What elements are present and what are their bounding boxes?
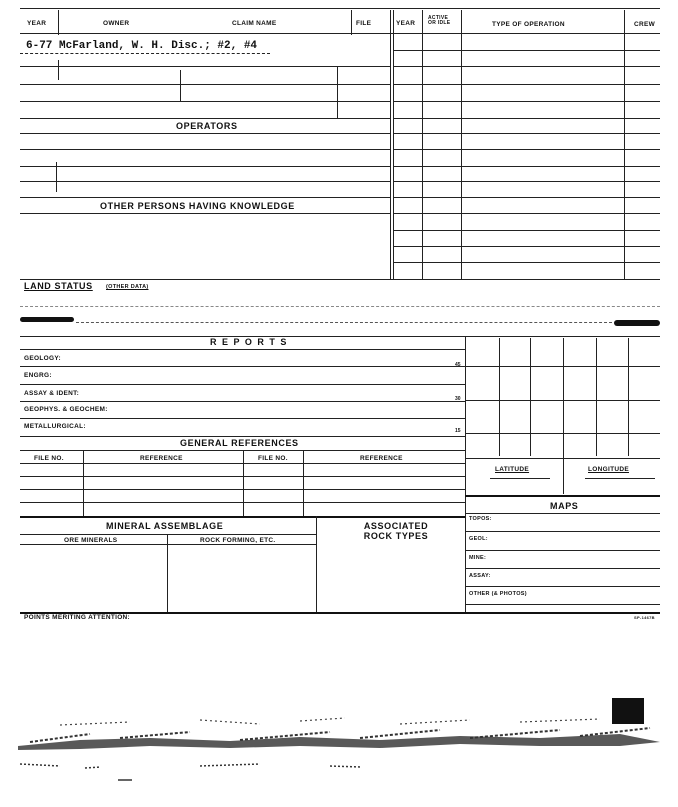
right-row-line (393, 101, 660, 102)
reports-line (20, 384, 465, 385)
mineral-divider (167, 534, 168, 612)
right-row-line (393, 246, 660, 247)
grid-line (465, 433, 660, 434)
engrg-label: ENGRG: (24, 372, 52, 379)
grid-line (596, 338, 597, 456)
other-photos-label: OTHER (& PHOTOS) (469, 591, 527, 597)
owner-entry-text: 6-77 McFarland, W. H. Disc.; #2, #4 (26, 40, 258, 52)
scan-smear (20, 317, 74, 322)
row-line (20, 149, 390, 150)
topos-label: TOPOS: (469, 516, 492, 522)
geol-label: GEOL: (469, 536, 488, 542)
right-row-line (393, 149, 660, 150)
mineral-line (20, 534, 316, 535)
latitude-label: LATITUDE (495, 466, 530, 473)
metallurgical-label: METALLURGICAL: (24, 423, 86, 430)
other-persons-heading: OTHER PERSONS HAVING KNOWLEDGE (100, 201, 295, 211)
maps-line (465, 604, 660, 605)
row-divider (180, 70, 181, 102)
reports-right-divider (465, 336, 466, 614)
assay-ident-label: ASSAY & IDENT: (24, 390, 80, 397)
file-no-header-2: FILE NO. (258, 455, 288, 462)
maps-line (465, 531, 660, 532)
references-top (20, 436, 465, 437)
type-of-operation-header: TYPE OF OPERATION (492, 21, 565, 28)
reports-heading: R E P O R T S (210, 337, 288, 347)
tick-30: 30 (455, 396, 461, 402)
longitude-label: LONGITUDE (588, 466, 629, 473)
right-row-line (393, 118, 660, 119)
crew-header: CREW (634, 21, 656, 28)
land-status-line (76, 322, 612, 323)
right-row-line (393, 213, 660, 214)
row-line (20, 66, 390, 67)
left-right-divider (390, 10, 391, 280)
references-divider (303, 450, 304, 516)
land-status-line (20, 306, 660, 307)
mine-label: MINE: (469, 555, 487, 561)
file-header: FILE (356, 20, 372, 27)
reports-top-border (20, 336, 660, 337)
active-or-idle-header: ACTIVE OR IDLE (428, 15, 451, 26)
maps-line (465, 513, 660, 514)
reports-line (20, 418, 465, 419)
row-divider (337, 66, 338, 118)
grid-line (530, 338, 531, 456)
claim-name-header: CLAIM NAME (232, 20, 277, 27)
row-line (20, 166, 390, 167)
reports-line (20, 349, 465, 350)
points-meriting-attention-label: POINTS MERITING ATTENTION: (24, 614, 131, 621)
maps-line (465, 586, 660, 587)
operators-heading: OPERATORS (176, 121, 238, 131)
maps-heading: MAPS (550, 501, 579, 511)
grid-line (465, 366, 660, 367)
top-section-bottom (20, 279, 660, 280)
row-divider (58, 60, 59, 80)
row-line (20, 118, 390, 119)
right-row-line (393, 50, 660, 51)
right-row-line (393, 66, 660, 67)
entry-underline (20, 53, 270, 54)
mineral-top (20, 516, 465, 518)
year-col-divider (58, 10, 59, 35)
references-divider (243, 450, 244, 516)
grid-line (465, 400, 660, 401)
right-row-line (393, 84, 660, 85)
owner-header: OWNER (103, 20, 130, 27)
mineral-assemblage-heading: MINERAL ASSEMBLAGE (106, 521, 224, 531)
right-row-line (393, 133, 660, 134)
grid-line (628, 338, 629, 456)
grid-line (563, 338, 564, 494)
form-number: SP-1467B (634, 615, 655, 620)
tick-15: 15 (455, 428, 461, 434)
mineral-divider (316, 516, 317, 612)
row-line (20, 133, 390, 134)
year-header: YEAR (27, 20, 47, 27)
file-no-header-1: FILE NO. (34, 455, 64, 462)
grid-line (499, 338, 500, 456)
rock-forming-header: ROCK FORMING, ETC. (200, 537, 276, 544)
row-line (20, 197, 390, 198)
tick-45: 45 (455, 362, 461, 368)
grid-line (465, 458, 660, 459)
longitude-underline (585, 478, 655, 479)
row-divider (56, 162, 57, 192)
geophys-geochem-label: GEOPHYS. & GEOCHEM: (24, 406, 108, 413)
file-col-divider (351, 10, 352, 35)
row-line (20, 84, 390, 85)
associated-rock-types-heading: ASSOCIATED ROCK TYPES (363, 521, 429, 541)
row-line (20, 181, 390, 182)
scan-noise (0, 680, 678, 807)
right-row-line (393, 181, 660, 182)
reference-header-2: REFERENCE (360, 455, 403, 462)
row-line (20, 213, 390, 214)
reference-header-1: REFERENCE (140, 455, 183, 462)
right-row-line (393, 262, 660, 263)
ore-minerals-header: ORE MINERALS (64, 537, 118, 544)
assay-map-label: ASSAY: (469, 573, 491, 579)
scan-smear (614, 320, 660, 326)
row-line (20, 101, 390, 102)
land-status-heading: LAND STATUS (24, 281, 93, 291)
reports-line (20, 401, 465, 402)
latitude-underline (490, 478, 550, 479)
maps-line (465, 568, 660, 569)
right-row-line (393, 197, 660, 198)
year2-header: YEAR (396, 20, 416, 27)
land-status-note: (OTHER DATA) (106, 284, 149, 290)
maps-top (465, 495, 660, 497)
maps-line (465, 550, 660, 551)
top-border (20, 8, 660, 9)
general-references-heading: GENERAL REFERENCES (180, 438, 299, 448)
right-row-line (393, 230, 660, 231)
reports-line (20, 366, 465, 367)
header-bottom-border (20, 33, 660, 34)
references-divider (83, 450, 84, 516)
geology-label: GEOLOGY: (24, 355, 61, 362)
right-row-line (393, 166, 660, 167)
mineral-line (20, 544, 316, 545)
